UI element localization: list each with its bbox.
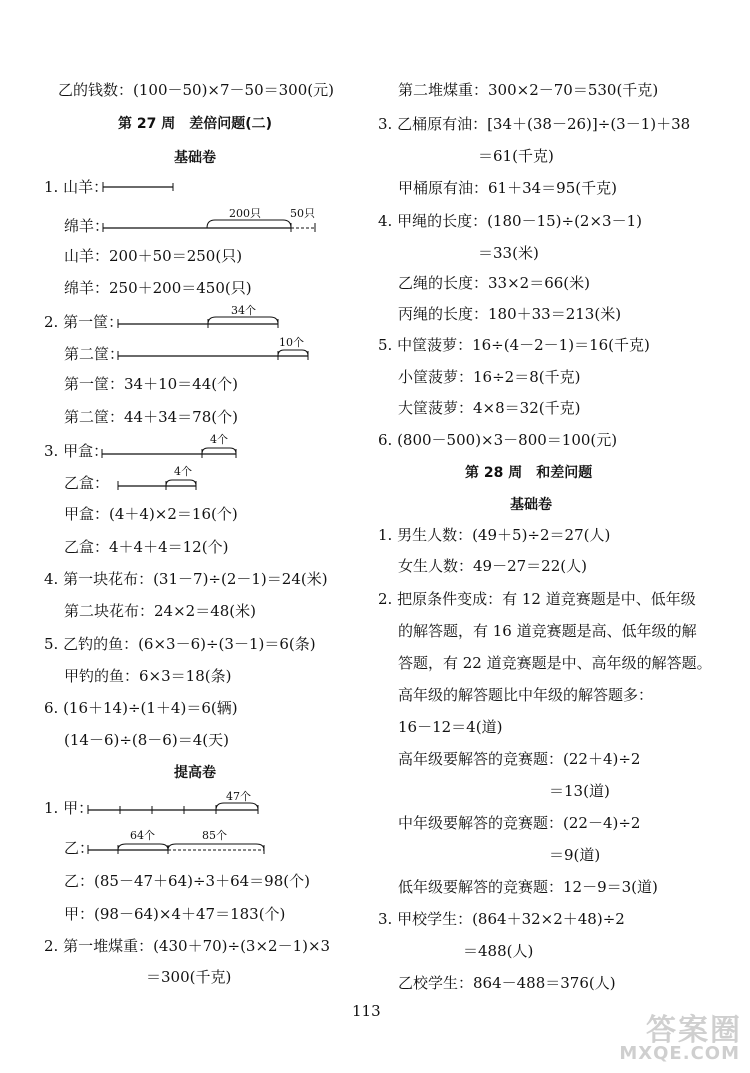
- diagram-label: 1. 山羊：: [44, 178, 109, 196]
- text-line: 第二堆煤重：300×2－70＝530(千克): [398, 81, 659, 99]
- text-line: 乙的钱数：(100－50)×7－50＝300(元): [58, 81, 334, 99]
- text-line: 4. 第一块花布：(31－7)÷(2－1)＝24(米): [44, 570, 328, 588]
- text-line: 的解答题，有 16 道竞赛题是高、低年级的解: [398, 622, 697, 640]
- text-line: ＝61(千克): [478, 147, 554, 165]
- line-segment: [118, 470, 228, 492]
- text-line: 小筐菠萝：16÷2＝8(千克): [398, 368, 581, 386]
- text-line: ＝300(千克): [146, 968, 232, 986]
- line-segment: [118, 308, 288, 330]
- segment-label: 50只: [290, 207, 315, 220]
- text-line: 乙绳的长度：33×2＝66(米): [398, 274, 590, 292]
- text-line: 乙校学生：864－488＝376(人): [398, 974, 616, 992]
- text-line: ＝488(人): [463, 942, 534, 960]
- text-line: 4. 甲绳的长度：(180－15)÷(2×3－1): [378, 212, 642, 230]
- segment-label: 64个: [130, 829, 155, 842]
- diagram-label: 第二筐：: [64, 345, 125, 363]
- text-line: 16－12＝4(道): [398, 718, 503, 736]
- text-line: ＝13(道): [549, 782, 610, 800]
- segment-label: 85个: [202, 829, 227, 842]
- text-line: ＝9(道): [549, 846, 601, 864]
- text-line: 低年级要解答的竞赛题：12－9＝3(道): [398, 878, 658, 896]
- line-segment: [103, 180, 223, 194]
- diagram-label: 乙：: [64, 839, 95, 857]
- page-number: 113: [352, 1002, 381, 1020]
- text-line: ＝33(米): [478, 244, 539, 262]
- subsection-title: 基础卷: [510, 497, 552, 513]
- watermark-url: MXQE.COM: [619, 1043, 740, 1064]
- text-line: 丙绳的长度：180＋33＝213(米): [398, 305, 622, 323]
- text-line: 女生人数：49－27＝22(人): [398, 557, 587, 575]
- section-title: 第 27 周 差倍问题(二): [118, 116, 273, 132]
- text-line: 甲盒：(4＋4)×2＝16(个): [64, 505, 238, 523]
- text-line: 甲桶原有油：61＋34＝95(千克): [398, 179, 617, 197]
- text-line: 3. 乙桶原有油：[34＋(38－26)]÷(3－1)＋38: [378, 115, 691, 133]
- text-line: 甲：(98－64)×4＋47＝183(个): [64, 905, 286, 923]
- text-line: 大筐菠萝：4×8＝32(千克): [398, 399, 581, 417]
- text-line: 6. (16＋14)÷(1＋4)＝6(辆): [44, 699, 238, 717]
- text-line: 乙：(85－47＋64)÷3＋64＝98(个): [64, 872, 310, 890]
- text-line: 第二块花布：24×2＝48(米): [64, 602, 256, 620]
- text-line: 高年级要解答的竞赛题：(22＋4)÷2: [398, 750, 641, 768]
- segment-label: 4个: [174, 465, 192, 478]
- segment-label: 47个: [226, 790, 251, 803]
- segment-label: 10个: [279, 336, 304, 349]
- segment-label: 4个: [210, 433, 228, 446]
- watermark: [614, 1005, 742, 1067]
- text-line: 2. 第一堆煤重：(430＋70)÷(3×2－1)×3: [44, 937, 331, 955]
- diagram-label: 2. 第一筐：: [44, 313, 124, 331]
- subsection-title: 基础卷: [174, 150, 216, 166]
- text-line: 3. 甲校学生：(864＋32×2＋48)÷2: [378, 910, 625, 928]
- text-line: 第一筐：34＋10＝44(个): [64, 375, 238, 393]
- segment-diagram: [118, 470, 228, 496]
- segment-diagram: [88, 834, 278, 860]
- watermark-logo-text: 答案圈: [646, 1013, 742, 1048]
- segment-diagram: [103, 180, 223, 198]
- diagram-label: 乙盒：: [64, 474, 110, 492]
- text-line: 答题，有 22 道竞赛题是中、高年级的解答题。: [398, 654, 712, 672]
- segment-label: 200只: [229, 207, 261, 220]
- diagram-label: 3. 甲盒：: [44, 442, 109, 460]
- segment-label: 34个: [231, 304, 256, 317]
- text-line: 甲钓的鱼：6×3＝18(条): [64, 667, 232, 685]
- text-line: 绵羊：250＋200＝450(只): [64, 279, 252, 297]
- line-segment: [88, 834, 278, 856]
- text-line: 2. 把原条件变成：有 12 道竞赛题是中、低年级: [378, 590, 696, 608]
- text-line: (14－6)÷(8－6)＝4(天): [64, 731, 229, 749]
- text-line: 6. (800－500)×3－800＝100(元): [378, 431, 618, 449]
- text-line: 5. 乙钓的鱼：(6×3－6)÷(3－1)＝6(条): [44, 635, 316, 653]
- segment-diagram: [118, 308, 288, 334]
- text-line: 5. 中筐菠萝：16÷(4－2－1)＝16(千克): [378, 336, 650, 354]
- subsection-title: 提高卷: [174, 765, 216, 781]
- diagram-label: 1. 甲：: [44, 799, 94, 817]
- diagram-label: 绵羊：: [64, 217, 110, 235]
- text-line: 乙盒：4＋4＋4＝12(个): [64, 538, 229, 556]
- text-line: 高年级的解答题比中年级的解答题多：: [398, 686, 654, 704]
- text-line: 中年级要解答的竞赛题：(22－4)÷2: [398, 814, 641, 832]
- text-line: 山羊：200＋50＝250(只): [64, 247, 243, 265]
- text-line: 1. 男生人数：(49＋5)÷2＝27(人): [378, 526, 611, 544]
- text-line: 第二筐：44＋34＝78(个): [64, 408, 238, 426]
- section-title: 第 28 周 和差问题: [465, 465, 593, 481]
